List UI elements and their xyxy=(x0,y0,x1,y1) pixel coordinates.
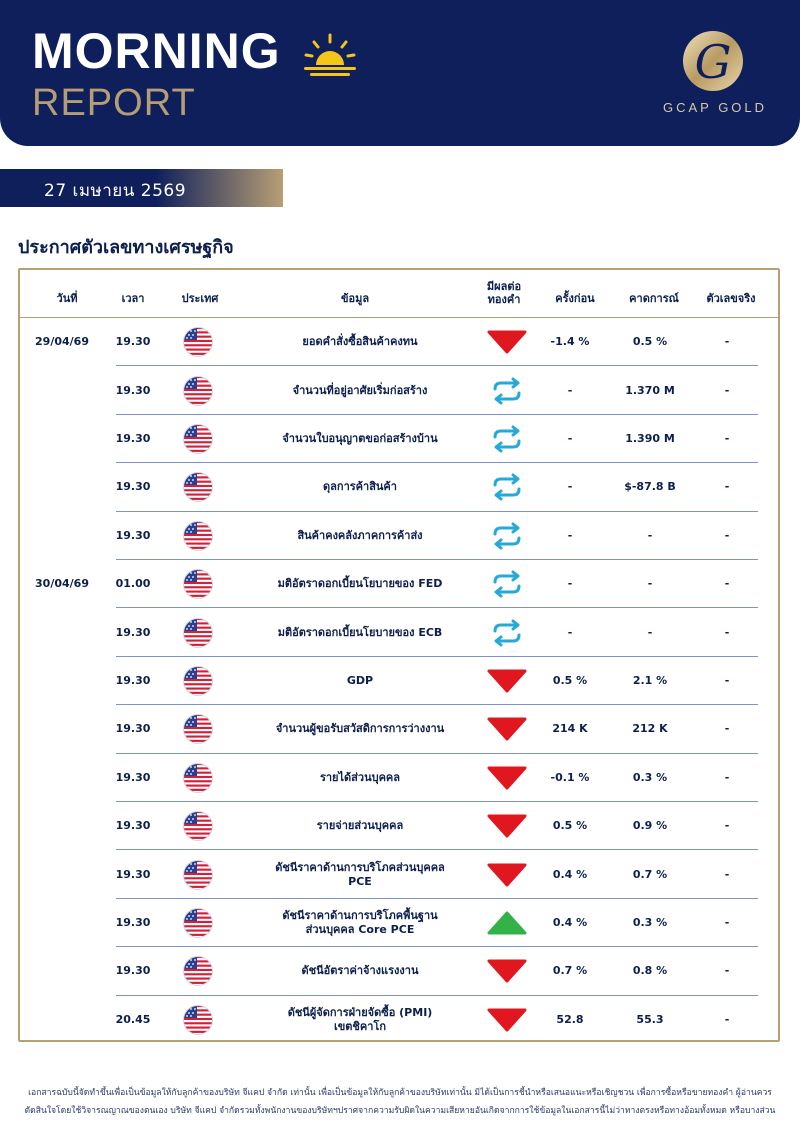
us-flag-icon xyxy=(183,1005,213,1035)
row-previous: 0.4 % xyxy=(552,915,588,929)
table-row xyxy=(20,318,778,366)
row-time: 20.45 xyxy=(115,1012,151,1026)
header-time: เวลา xyxy=(121,292,145,305)
row-forecast: 0.7 % xyxy=(632,867,668,881)
us-flag-icon xyxy=(183,521,213,551)
impact-down-icon xyxy=(483,715,531,743)
header-impact xyxy=(476,280,532,306)
table-row xyxy=(20,850,778,898)
row-info-line: PCE xyxy=(348,874,372,888)
impact-neutral-icon xyxy=(483,377,531,405)
row-forecast: 0.9 % xyxy=(632,819,668,833)
row-actual: - xyxy=(724,673,730,687)
report-date: 27 เมษายน 2569 xyxy=(44,181,187,201)
impact-neutral-icon xyxy=(483,425,531,453)
table-row xyxy=(20,996,778,1044)
row-previous: 0.4 % xyxy=(552,867,588,881)
table-row xyxy=(20,512,778,560)
row-info xyxy=(230,1006,490,1034)
row-forecast: 0.3 % xyxy=(632,915,668,929)
table-header xyxy=(20,270,778,318)
row-info-line: ดัชนีอัตราค่าจ้างแรงงาน xyxy=(301,964,419,978)
row-actual: - xyxy=(724,722,730,736)
table-row xyxy=(20,608,778,656)
row-info-line: ยอดคำสั่งซื้อสินค้าคงทน xyxy=(302,335,418,349)
row-time: 19.30 xyxy=(115,625,151,639)
row-forecast: 0.3 % xyxy=(632,770,668,784)
row-info xyxy=(230,480,490,494)
row-info-line: สินค้าคงคลังภาคการค้าส่ง xyxy=(297,528,423,542)
us-flag-icon xyxy=(183,763,213,793)
row-time: 19.30 xyxy=(115,431,151,445)
row-previous: - xyxy=(567,625,573,639)
table-row xyxy=(20,560,778,608)
header-info: ข้อมูล xyxy=(340,292,370,305)
header-impact-line2: ทองคำ xyxy=(487,293,521,306)
report-subtitle: REPORT xyxy=(32,82,196,124)
row-time: 19.30 xyxy=(115,770,151,784)
header-country: ประเทศ xyxy=(181,292,219,305)
us-flag-icon xyxy=(183,860,213,890)
row-forecast: 0.5 % xyxy=(632,335,668,349)
row-actual: - xyxy=(724,819,730,833)
impact-up-icon xyxy=(483,909,531,937)
us-flag-icon xyxy=(183,472,213,502)
row-previous: 214 K xyxy=(552,722,588,736)
header-previous: ครั้งก่อน xyxy=(555,292,595,305)
row-date: 29/04/69 xyxy=(35,335,89,349)
row-forecast: $-87.8 B xyxy=(624,480,676,494)
us-flag-icon xyxy=(183,666,213,696)
row-actual: - xyxy=(724,964,730,978)
row-previous: -1.4 % xyxy=(550,335,590,349)
row-info-line: ดัชนีราคาด้านการบริโภคส่วนบุคคล xyxy=(275,860,445,874)
row-info xyxy=(230,432,490,446)
economic-calendar-table xyxy=(18,268,780,1042)
row-info-line: เขตชิคาโก xyxy=(334,1019,386,1033)
date-band xyxy=(0,169,283,207)
impact-neutral-icon xyxy=(483,473,531,501)
row-info xyxy=(230,964,490,978)
row-forecast: 1.390 M xyxy=(625,431,675,445)
row-actual: - xyxy=(724,915,730,929)
row-actual: - xyxy=(724,431,730,445)
row-previous: - xyxy=(567,480,573,494)
header-date: วันที่ xyxy=(56,292,78,305)
impact-down-icon xyxy=(483,957,531,985)
row-previous: -0.1 % xyxy=(550,770,590,784)
impact-neutral-icon xyxy=(483,522,531,550)
row-actual: - xyxy=(724,528,730,542)
table-row xyxy=(20,754,778,802)
row-previous: - xyxy=(567,577,573,591)
row-info-line: รายได้ส่วนบุคคล xyxy=(319,770,401,784)
row-time: 01.00 xyxy=(115,577,151,591)
row-date: 30/04/69 xyxy=(35,577,89,591)
us-flag-icon xyxy=(183,714,213,744)
row-time: 19.30 xyxy=(115,722,151,736)
row-info-line: ดัชนีราคาด้านการบริโภคพื้นฐาน xyxy=(282,908,438,922)
us-flag-icon xyxy=(183,424,213,454)
table-row xyxy=(20,366,778,414)
row-actual: - xyxy=(724,625,730,639)
row-info-line: มติอัตราดอกเบี้ยนโยบายของ ECB xyxy=(277,625,443,639)
row-actual: - xyxy=(724,867,730,881)
row-forecast: - xyxy=(647,528,653,542)
row-forecast: 0.8 % xyxy=(632,964,668,978)
row-info-line: GDP xyxy=(346,673,374,687)
row-info-line: จำนวนที่อยู่อาศัยเริ่มก่อสร้าง xyxy=(292,383,428,397)
row-info xyxy=(230,577,490,591)
row-info-line: มติอัตราดอกเบี้ยนโยบายของ FED xyxy=(277,577,443,591)
us-flag-icon xyxy=(183,618,213,648)
row-info xyxy=(230,771,490,785)
row-forecast: 2.1 % xyxy=(632,673,668,687)
row-actual: - xyxy=(724,480,730,494)
impact-down-icon xyxy=(483,812,531,840)
impact-down-icon xyxy=(483,328,531,356)
row-time: 19.30 xyxy=(115,383,151,397)
row-info-line: จำนวนใบอนุญาตขอก่อสร้างบ้าน xyxy=(282,431,438,445)
table-row xyxy=(20,899,778,947)
row-info xyxy=(230,819,490,833)
impact-neutral-icon xyxy=(483,619,531,647)
us-flag-icon xyxy=(183,811,213,841)
us-flag-icon xyxy=(183,956,213,986)
us-flag-icon xyxy=(183,569,213,599)
row-info xyxy=(230,335,490,349)
row-info xyxy=(230,909,490,937)
table-row xyxy=(20,705,778,753)
row-forecast: 1.370 M xyxy=(625,383,675,397)
row-time: 19.30 xyxy=(115,915,151,929)
table-row xyxy=(20,415,778,463)
disclaimer xyxy=(10,1084,790,1120)
row-previous: 0.5 % xyxy=(552,819,588,833)
row-info-line: รายจ่ายส่วนบุคคล xyxy=(316,819,404,833)
header-actual: ตัวเลขจริง xyxy=(706,292,756,305)
row-time: 19.30 xyxy=(115,335,151,349)
header-forecast: คาดการณ์ xyxy=(629,292,679,305)
row-info-line: จำนวนผู้ขอรับสวัสดิการการว่างงาน xyxy=(275,722,445,736)
row-time: 19.30 xyxy=(115,480,151,494)
row-info xyxy=(230,674,490,688)
impact-neutral-icon xyxy=(483,570,531,598)
row-info xyxy=(230,529,490,543)
us-flag-icon xyxy=(183,327,213,357)
disclaimer-line-2: ตัดสินใจโดยใช้วิจารณญาณของตนเอง บริษัท จีแคป จำกัดรวมทั้งพนักงานของบริษัทฯปราศจากความรับผิดในความเสียหายอันเกิดจากการใช้ข้อมูลในเอกสารนี้ไม่ว่าทางตรงหรือทางอ้อมทั้งหมด หรือบางส่วน xyxy=(24,1106,776,1116)
row-info xyxy=(230,722,490,736)
table-row xyxy=(20,657,778,705)
us-flag-icon xyxy=(183,376,213,406)
row-actual: - xyxy=(724,577,730,591)
row-info xyxy=(230,861,490,889)
report-header xyxy=(0,0,800,146)
report-title: MORNING xyxy=(32,23,281,79)
row-previous: 52.8 xyxy=(556,1012,584,1026)
disclaimer-line-1: เอกสารฉบับนี้จัดทำขึ้นเพื่อเป็นข้อมูลให้กับลูกค้าของบริษัท จีแคป จำกัด เท่านั้น เพื่อเป็นข้อมูลให้กับลูกค้าของบริษัทเท่านั้น มิได้เป็นการชี้นำหรือเสนอแนะหรือเชิญชวน เพื่อการซื้อหรือขายทองคำ ผู้อ่านควร xyxy=(28,1088,772,1098)
row-time: 19.30 xyxy=(115,819,151,833)
row-forecast: 55.3 xyxy=(636,1012,664,1026)
row-actual: - xyxy=(724,1012,730,1026)
row-info-line: ดุลการค้าสินค้า xyxy=(323,480,397,494)
row-previous: - xyxy=(567,431,573,445)
impact-down-icon xyxy=(483,861,531,889)
table-row xyxy=(20,802,778,850)
row-previous: 0.5 % xyxy=(552,673,588,687)
row-previous: - xyxy=(567,528,573,542)
row-forecast: - xyxy=(647,577,653,591)
header-impact-line1: มีผลต่อ xyxy=(486,280,522,293)
us-flag-icon xyxy=(183,908,213,938)
row-info-line: ดัชนีผู้จัดการฝ่ายจัดซื้อ (PMI) xyxy=(287,1005,433,1019)
row-actual: - xyxy=(724,770,730,784)
row-time: 19.30 xyxy=(115,673,151,687)
row-time: 19.30 xyxy=(115,867,151,881)
row-time: 19.30 xyxy=(115,964,151,978)
table-row xyxy=(20,463,778,511)
impact-down-icon xyxy=(483,764,531,792)
row-actual: - xyxy=(724,335,730,349)
row-forecast: 212 K xyxy=(632,722,668,736)
row-previous: 0.7 % xyxy=(552,964,588,978)
row-forecast: - xyxy=(647,625,653,639)
impact-down-icon xyxy=(483,1006,531,1034)
table-row xyxy=(20,947,778,995)
svg-text:G: G xyxy=(694,35,732,89)
row-info xyxy=(230,384,490,398)
row-previous: - xyxy=(567,383,573,397)
impact-down-icon xyxy=(483,667,531,695)
row-time: 19.30 xyxy=(115,528,151,542)
row-info-line: ส่วนบุคคล Core PCE xyxy=(305,922,415,936)
row-info xyxy=(230,626,490,640)
row-actual: - xyxy=(724,383,730,397)
brand-name: GCAP GOLD xyxy=(662,100,768,115)
sunrise-icon xyxy=(302,33,358,77)
section-title: ประกาศตัวเลขทางเศรษฐกิจ xyxy=(18,237,234,258)
